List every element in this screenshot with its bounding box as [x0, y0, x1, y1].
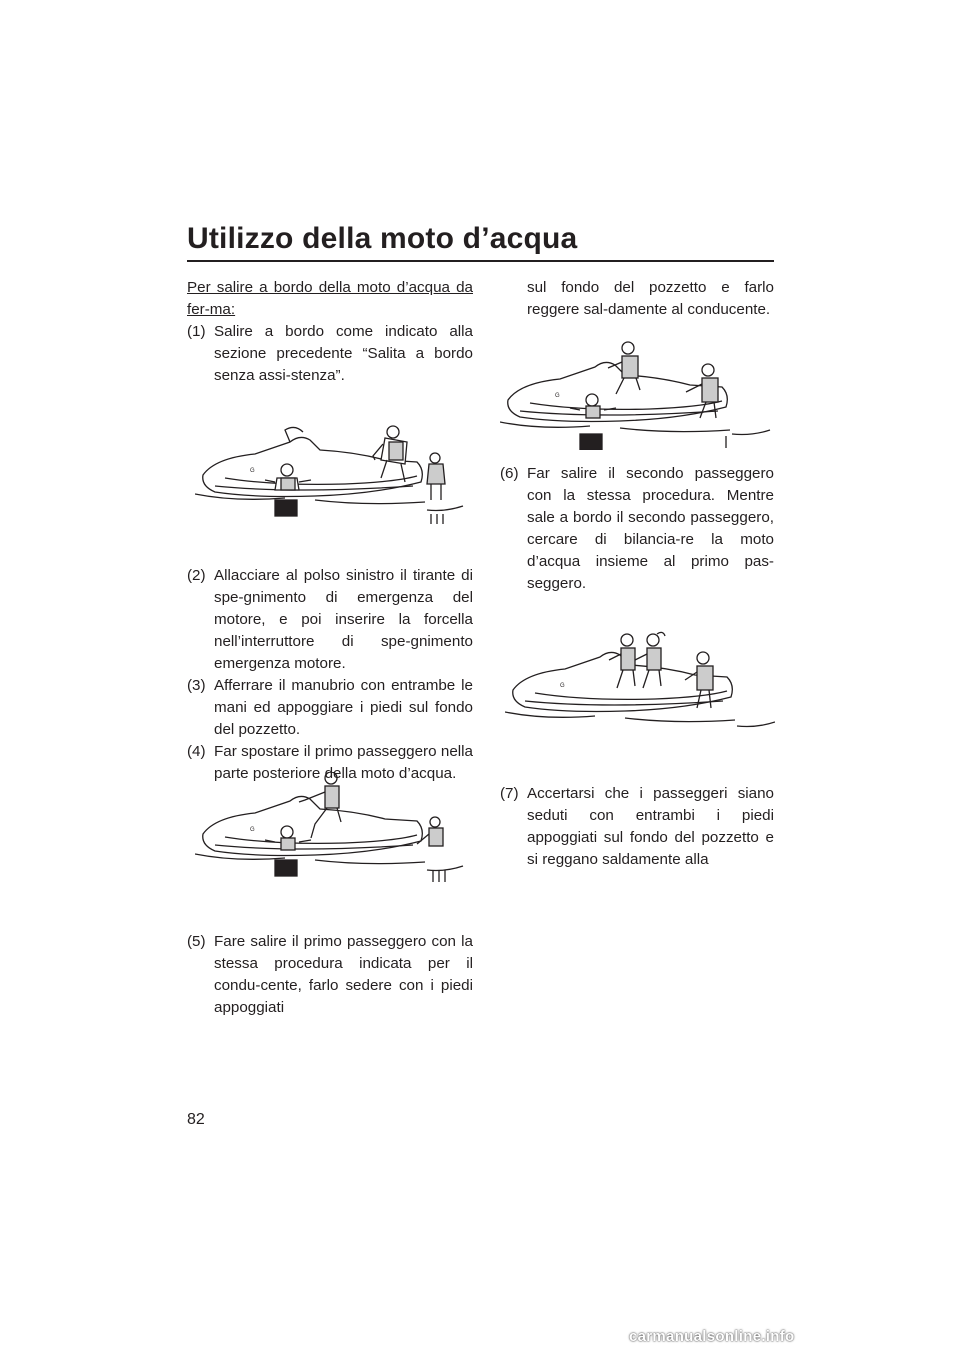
svg-text:G: G	[555, 393, 560, 399]
footer-watermark: carmanualsonline.info	[629, 1328, 795, 1345]
svg-text:G: G	[250, 827, 255, 833]
boarding-illustration-1	[195, 420, 465, 525]
step-5	[187, 931, 473, 1019]
right-column-block-3	[500, 783, 774, 871]
step-5-continuation: sul fondo del pozzetto e farlo reggere sal-damente al conducente.	[527, 279, 774, 318]
boarding-illustration-3	[500, 338, 774, 450]
svg-text:G: G	[250, 468, 255, 474]
step-7	[500, 783, 774, 871]
boarding-illustration-2	[195, 772, 465, 884]
page-title: Utilizzo della moto d’acqua	[187, 222, 578, 255]
header-rule	[187, 260, 774, 262]
step-number: (5)	[187, 933, 206, 950]
section-subheading: Per salire a bordo della moto d’acqua da fer-ma:	[187, 279, 473, 318]
step-2	[187, 565, 473, 675]
step-number: (4)	[187, 743, 206, 760]
step-text: Accertarsi che i passeggeri siano seduti con entrambi i piedi appoggiati sul fondo del pozzetto e si reggano saldamente alla	[527, 785, 774, 868]
step-3	[187, 675, 473, 741]
step-text: Far salire il secondo passeggero con la stessa procedura. Mentre sale a bordo il secondo passeggero, cercare di bilancia-re la moto d’acqua insieme al primo pas-seggero.	[527, 465, 774, 592]
step-text: Afferrare il manubrio con entrambe le mani ed appoggiare i piedi sul fondo del pozzetto.	[214, 677, 473, 738]
left-column-block-3	[187, 931, 473, 1019]
svg-text:G: G	[560, 683, 565, 689]
step-text: Fare salire il primo passeggero con la stessa procedura indicata per il condu-cente, farlo sedere con i piedi appoggiati	[214, 933, 473, 1016]
step-text: Far spostare il primo passeggero nella parte posteriore della moto d’acqua.	[214, 743, 473, 782]
step-number: (3)	[187, 677, 206, 694]
step-number: (1)	[187, 323, 206, 340]
left-column-block-2	[187, 565, 473, 785]
right-column-block-2	[500, 463, 774, 595]
step-text: Salire a bordo come indicato alla sezione precedente “Salita a bordo senza assi-stenza”.	[214, 323, 473, 384]
step-number: (7)	[500, 785, 519, 802]
step-1	[187, 321, 473, 387]
left-column	[187, 277, 473, 387]
step-6	[500, 463, 774, 595]
page-number: 82	[187, 1111, 205, 1128]
right-column	[500, 277, 774, 321]
step-text: Allacciare al polso sinistro il tirante di spe-gnimento di emergenza del motore, e poi inserire la forcella nell’interruttore di spe-gnimento emergenza motore.	[214, 567, 473, 672]
boarding-illustration-4	[505, 628, 775, 740]
step-number: (6)	[500, 465, 519, 482]
step-number: (2)	[187, 567, 206, 584]
